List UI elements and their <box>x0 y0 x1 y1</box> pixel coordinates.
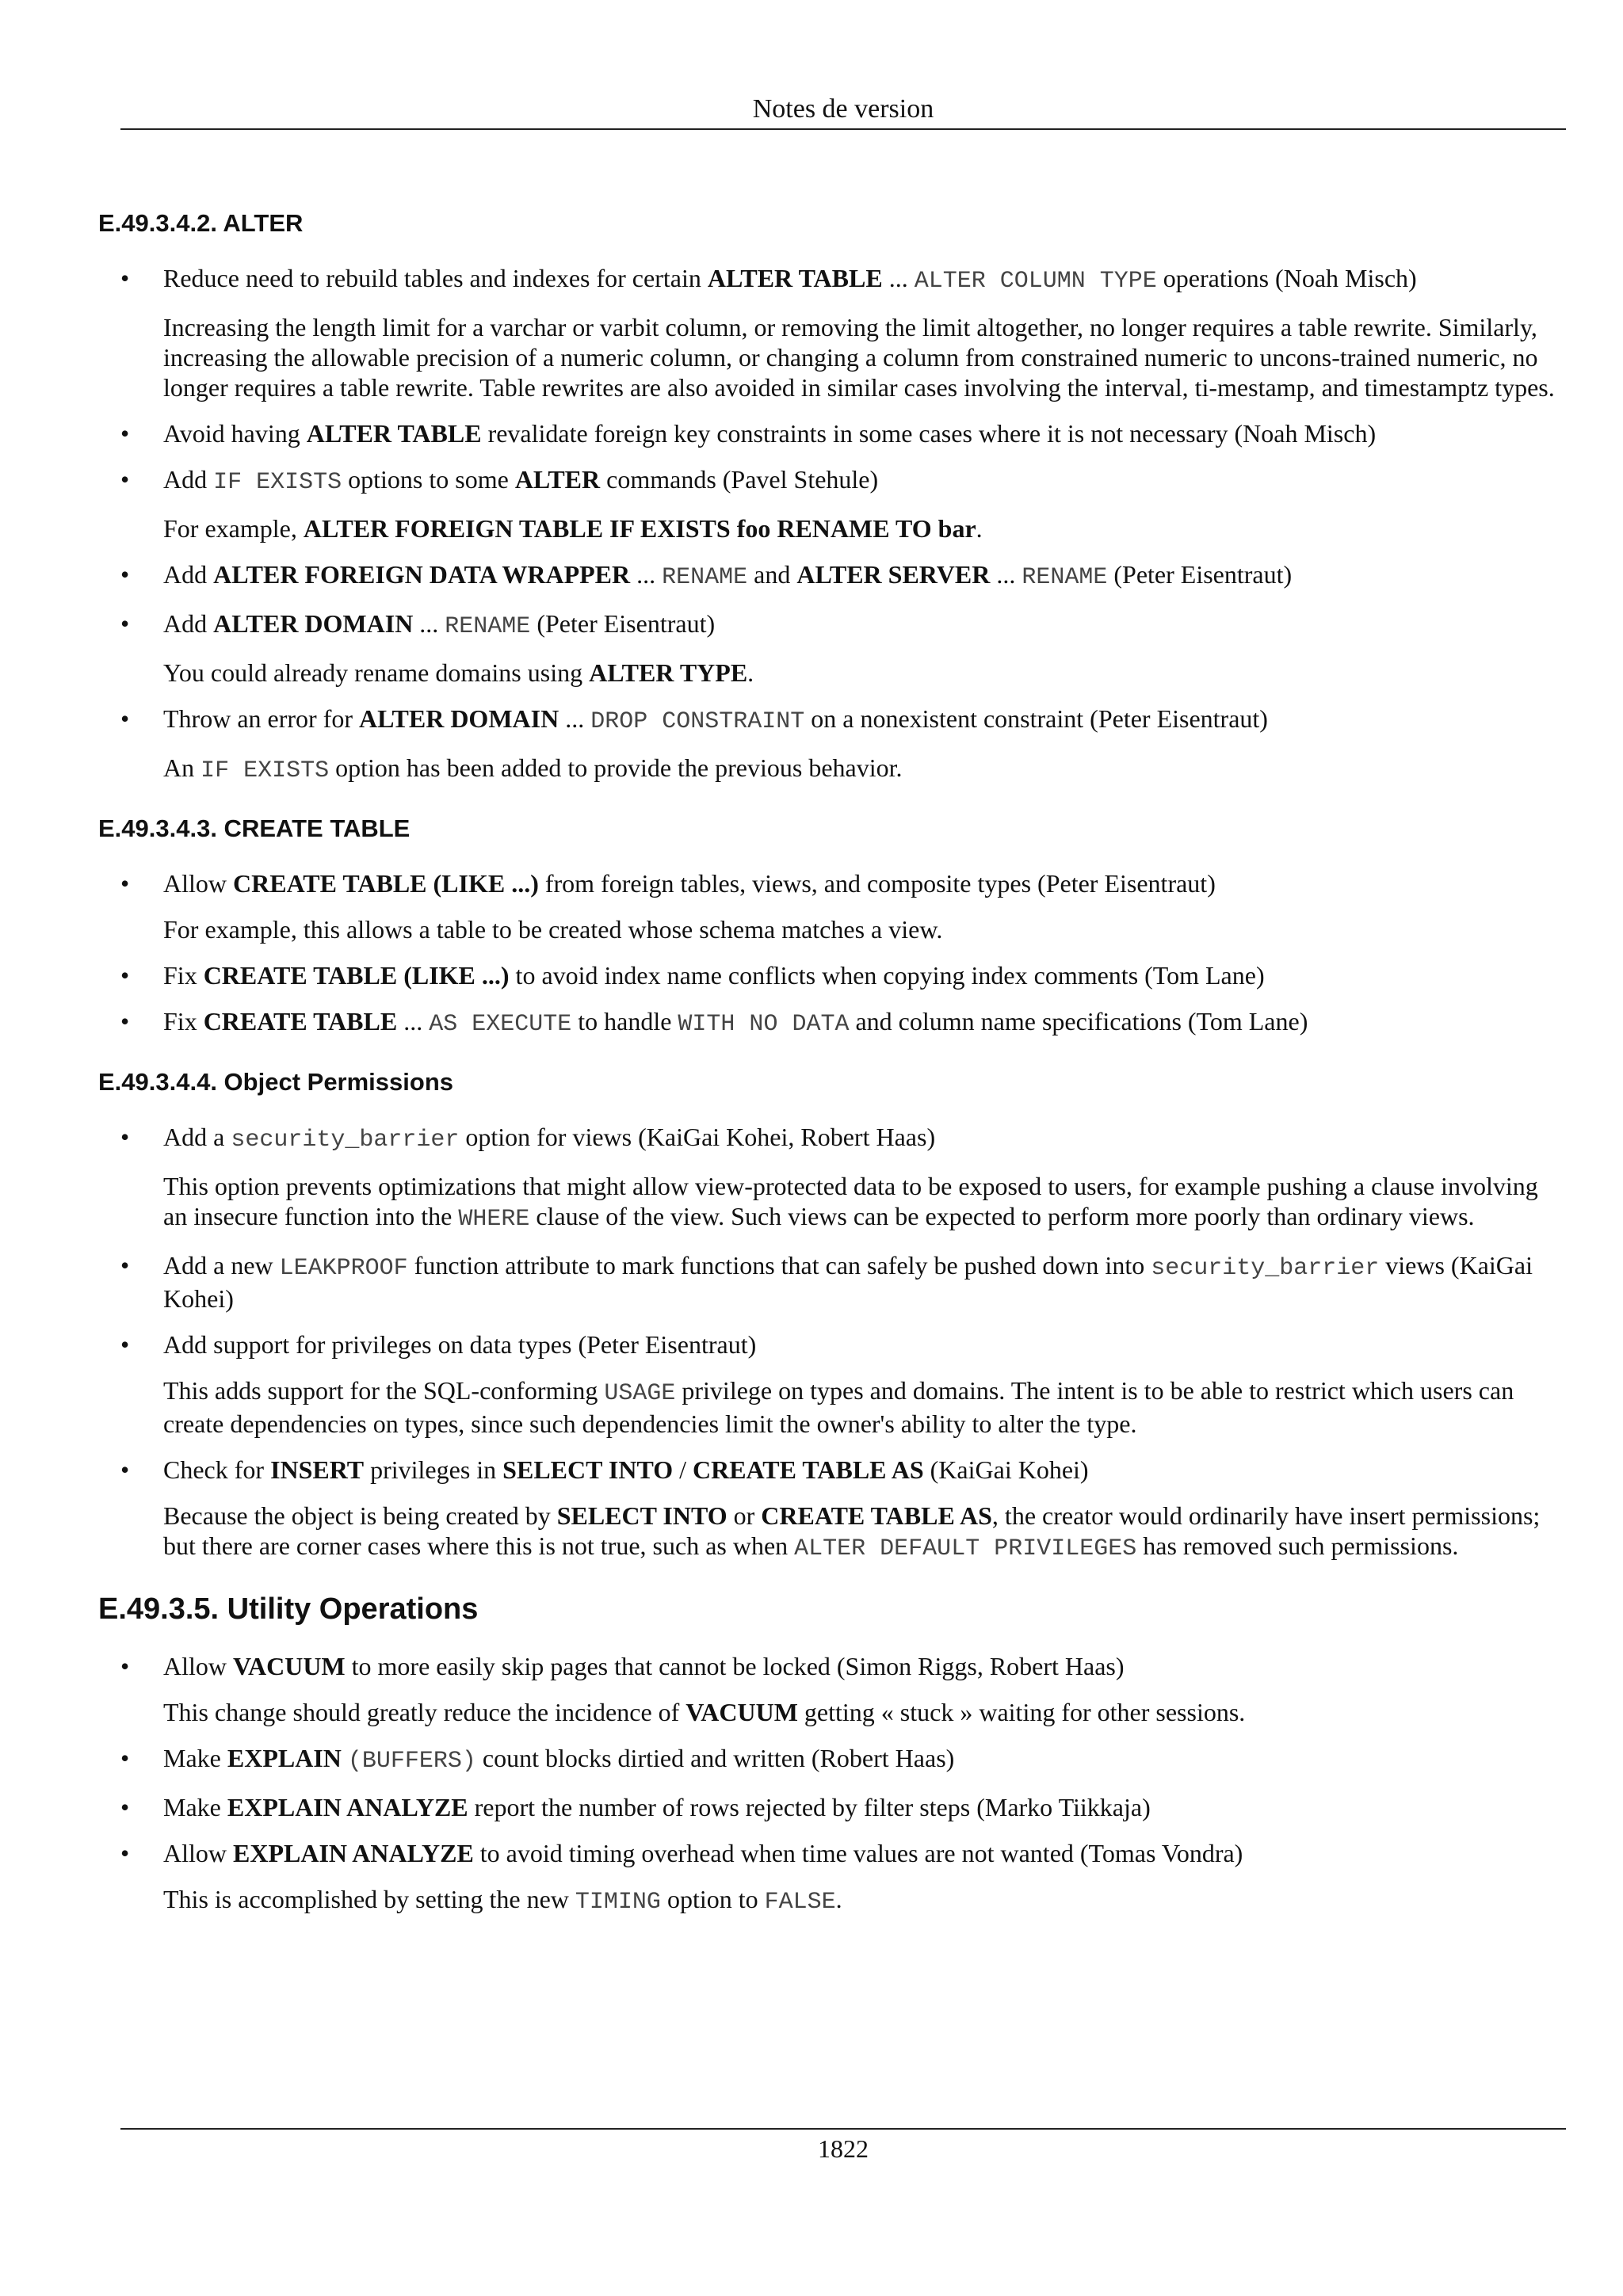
text-run: Allow <box>163 1839 233 1867</box>
item-note <box>163 1697 1564 1727</box>
item-note <box>163 914 1564 944</box>
list-item <box>98 960 1564 990</box>
command-name: CREATE TABLE <box>203 1007 398 1035</box>
list-item <box>98 1006 1564 1039</box>
text-run: Add <box>163 465 214 494</box>
list-item <box>98 1250 1564 1314</box>
item-summary <box>163 1122 1564 1155</box>
bullet-icon: • <box>120 869 130 898</box>
item-summary <box>163 263 1564 296</box>
text-run: (Peter Eisentraut) <box>1107 560 1293 589</box>
item-note <box>163 312 1564 402</box>
section <box>98 1066 1564 1564</box>
section-heading: E.49.3.5. Utility Operations <box>98 1592 479 1626</box>
list-item <box>98 608 1564 688</box>
text-run: option has been added to provide the previous behavior. <box>329 753 903 782</box>
text-run: privilege on types and domains. The intent is to be able to restrict which users can create dependencies on types, since such dependencies limit the owner's ability to alter the type. <box>163 1376 1514 1438</box>
item-note <box>163 1171 1564 1234</box>
text-run: / <box>673 1455 693 1484</box>
bullet-icon: • <box>120 1455 130 1484</box>
text-run: Fix <box>163 1007 204 1035</box>
text-run: An <box>163 753 201 782</box>
item-list <box>98 1122 1564 1564</box>
command-name: EXPLAIN ANALYZE <box>233 1839 474 1867</box>
bullet-icon: • <box>120 1123 130 1151</box>
release-notes-content <box>98 208 1564 1944</box>
text-run: Add support for privileges on data types (Peter Eisentraut) <box>163 1330 757 1359</box>
text-run: , the creator would ordinarily have insert permissions; but there are corner cases where this is not true, such as when <box>163 1501 1541 1560</box>
list-item <box>98 559 1564 593</box>
text-run: option for views (KaiGai Kohei, Robert Haas) <box>459 1123 936 1151</box>
bullet-icon: • <box>120 1793 130 1821</box>
code-literal: FALSE <box>764 1889 836 1916</box>
item-note <box>163 1375 1564 1439</box>
code-literal: WITH NO DATA <box>678 1011 850 1038</box>
command-name: ALTER TYPE <box>589 658 748 687</box>
section <box>98 1591 1564 1917</box>
text-run: Add a <box>163 1123 231 1151</box>
code-literal: IF EXISTS <box>213 469 342 496</box>
item-note <box>163 753 1564 786</box>
command-name: VACUUM <box>685 1698 798 1726</box>
command-name: CREATE TABLE (LIKE ...) <box>233 869 539 898</box>
code-literal: WHERE <box>458 1206 530 1233</box>
command-name: ALTER TABLE <box>707 264 883 292</box>
text-run: Throw an error for <box>163 704 359 733</box>
list-item <box>98 1329 1564 1439</box>
command-name: EXPLAIN ANALYZE <box>227 1793 468 1821</box>
list-item <box>98 1651 1564 1727</box>
bullet-icon: • <box>120 264 130 292</box>
code-literal: LEAKPROOF <box>279 1255 408 1282</box>
text-run <box>342 1744 348 1772</box>
item-summary <box>163 868 1564 898</box>
bullet-icon: • <box>120 704 130 733</box>
text-run: Check for <box>163 1455 271 1484</box>
text-run: This option prevents optimizations that might allow view-protected data to be exposed to users, for example pushing a clause involving an insecure function into the <box>163 1172 1538 1230</box>
command-name: ALTER DOMAIN <box>359 704 559 733</box>
text-run: ... <box>413 609 445 638</box>
code-literal: (BUFFERS) <box>347 1748 476 1775</box>
section-heading: E.49.3.4.2. ALTER <box>98 209 304 237</box>
command-name: ALTER FOREIGN DATA WRAPPER <box>213 560 631 589</box>
bullet-icon: • <box>120 1330 130 1359</box>
text-run: and column name specifications (Tom Lane) <box>849 1007 1308 1035</box>
text-run: ... <box>630 560 663 589</box>
text-run: to handle <box>571 1007 678 1035</box>
text-run: Allow <box>163 869 233 898</box>
text-run: report the number of rows rejected by filter steps (Marko Tiikkaja) <box>468 1793 1151 1821</box>
item-summary <box>163 960 1564 990</box>
command-name: SELECT INTO <box>502 1455 674 1484</box>
text-run: to avoid timing overhead when time values are not wanted (Tomas Vondra) <box>473 1839 1243 1867</box>
item-summary <box>163 1838 1564 1868</box>
command-name: ALTER TABLE <box>306 419 482 448</box>
text-run: commands (Pavel Stehule) <box>600 465 879 494</box>
code-literal: security_barrier <box>1151 1255 1380 1282</box>
text-run: You could already rename domains using <box>163 658 590 687</box>
code-literal: USAGE <box>604 1380 676 1407</box>
text-run: or <box>727 1501 762 1530</box>
text-run: privileges in <box>364 1455 503 1484</box>
text-run: Add <box>163 609 214 638</box>
code-literal: TIMING <box>575 1889 661 1916</box>
section-heading: E.49.3.4.3. CREATE TABLE <box>98 814 411 842</box>
item-summary <box>163 608 1564 642</box>
text-run: Avoid having <box>163 419 307 448</box>
text-run: This change should greatly reduce the incidence of <box>163 1698 686 1726</box>
text-run: from foreign tables, views, and composite types (Peter Eisentraut) <box>538 869 1216 898</box>
item-note <box>163 1884 1564 1917</box>
command-name: ALTER <box>514 465 601 494</box>
bullet-icon: • <box>120 1007 130 1035</box>
command-name: VACUUM <box>233 1652 346 1680</box>
code-literal: RENAME <box>445 613 531 640</box>
text-run: has removed such permissions. <box>1136 1531 1459 1560</box>
item-summary <box>163 1006 1564 1039</box>
command-name: ALTER FOREIGN TABLE IF EXISTS foo RENAME TO bar <box>303 514 976 543</box>
text-run: This adds support for the SQL-conforming <box>163 1376 605 1405</box>
bullet-icon: • <box>120 1744 130 1772</box>
footer-rule <box>120 2128 1566 2130</box>
code-literal: ALTER DEFAULT PRIVILEGES <box>794 1535 1137 1562</box>
item-summary <box>163 1792 1564 1822</box>
code-literal: ALTER COLUMN TYPE <box>914 268 1157 295</box>
header-rule <box>120 128 1566 130</box>
section <box>98 813 1564 1039</box>
list-item <box>98 1792 1564 1822</box>
text-run: on a nonexistent constraint (Peter Eisentraut) <box>804 704 1268 733</box>
text-run: Reduce need to rebuild tables and indexes for certain <box>163 264 708 292</box>
item-summary <box>163 1250 1564 1314</box>
bullet-icon: • <box>120 961 130 990</box>
text-run: Add a new <box>163 1251 280 1280</box>
bullet-icon: • <box>120 1652 130 1680</box>
text-run: options to some <box>342 465 515 494</box>
item-note <box>163 658 1564 688</box>
bullet-icon: • <box>120 419 130 448</box>
bullet-icon: • <box>120 609 130 638</box>
text-run: (KaiGai Kohei) <box>923 1455 1089 1484</box>
code-literal: RENAME <box>662 564 748 591</box>
item-list <box>98 868 1564 1039</box>
item-list <box>98 263 1564 786</box>
code-literal: IF EXISTS <box>200 757 330 784</box>
code-literal: RENAME <box>1022 564 1108 591</box>
text-run: Increasing the length limit for a varchar or varbit column, or removing the limit altogether, no longer requires a table rewrite. Similarly, increasing the allowable precision of a numeric column, or changing a column from constrained numeric to uncons-trained numeric, no longer requires a table rewrite. Table rewrites are also avoided in similar cases involving the interval, ti-mestamp, and timestamptz types. <box>163 313 1555 402</box>
command-name: EXPLAIN <box>227 1744 342 1772</box>
command-name: ALTER SERVER <box>796 560 991 589</box>
text-run: clause of the view. Such views can be expected to perform more poorly than ordinary views. <box>529 1202 1475 1230</box>
text-run: ... <box>559 704 591 733</box>
text-run: Add <box>163 560 214 589</box>
item-summary <box>163 1455 1564 1485</box>
text-run: . <box>976 514 983 543</box>
code-literal: security_barrier <box>231 1127 460 1154</box>
text-run: ... <box>990 560 1022 589</box>
item-summary <box>163 704 1564 737</box>
item-note <box>163 513 1564 543</box>
text-run: For example, <box>163 514 304 543</box>
command-name: ALTER DOMAIN <box>213 609 414 638</box>
text-run: For example, this allows a table to be created whose schema matches a view. <box>163 915 943 944</box>
list-item <box>98 704 1564 786</box>
bullet-icon: • <box>120 1251 130 1280</box>
text-run: function attribute to mark functions that can safely be pushed down into <box>407 1251 1151 1280</box>
code-literal: DROP CONSTRAINT <box>590 708 805 735</box>
item-summary <box>163 1743 1564 1776</box>
list-item <box>98 263 1564 402</box>
text-run: and <box>747 560 797 589</box>
list-item <box>98 1743 1564 1776</box>
code-literal: AS EXECUTE <box>429 1011 572 1038</box>
text-run: Make <box>163 1744 227 1772</box>
list-item <box>98 868 1564 944</box>
section-heading: E.49.3.4.4. Object Permissions <box>98 1068 454 1096</box>
text-run: Make <box>163 1793 227 1821</box>
item-summary <box>163 559 1564 593</box>
text-run: option to <box>660 1885 765 1913</box>
text-run: Fix <box>163 961 204 990</box>
text-run: Because the object is being created by <box>163 1501 557 1530</box>
text-run: Allow <box>163 1652 233 1680</box>
text-run: operations (Noah Misch) <box>1156 264 1417 292</box>
running-header: Notes de version <box>752 94 934 124</box>
text-run: to more easily skip pages that cannot be locked (Simon Riggs, Robert Haas) <box>345 1652 1125 1680</box>
command-name: CREATE TABLE AS <box>761 1501 992 1530</box>
list-item <box>98 1838 1564 1917</box>
item-summary <box>163 1329 1564 1360</box>
list-item <box>98 1122 1564 1234</box>
command-name: INSERT <box>270 1455 365 1484</box>
list-item <box>98 1455 1564 1564</box>
text-run: views (KaiGai Kohei) <box>163 1251 1533 1313</box>
item-note <box>163 1501 1564 1564</box>
item-summary <box>163 418 1564 448</box>
bullet-icon: • <box>120 465 130 494</box>
page-number: 1822 <box>818 2134 869 2163</box>
item-list <box>98 1651 1564 1917</box>
text-run: This is accomplished by setting the new <box>163 1885 575 1913</box>
bullet-icon: • <box>120 560 130 589</box>
command-name: CREATE TABLE (LIKE ...) <box>203 961 510 990</box>
text-run: . <box>835 1885 842 1913</box>
text-run: (Peter Eisentraut) <box>530 609 716 638</box>
text-run: revalidate foreign key constraints in some cases where it is not necessary (Noah Misch) <box>481 419 1377 448</box>
item-summary <box>163 464 1564 498</box>
command-name: CREATE TABLE AS <box>692 1455 924 1484</box>
list-item <box>98 464 1564 543</box>
text-run: to avoid index name conflicts when copying index comments (Tom Lane) <box>509 961 1265 990</box>
text-run: . <box>747 658 754 687</box>
command-name: SELECT INTO <box>556 1501 727 1530</box>
text-run: getting « stuck » waiting for other sessions. <box>797 1698 1246 1726</box>
text-run: ... <box>397 1007 430 1035</box>
bullet-icon: • <box>120 1839 130 1867</box>
text-run: ... <box>882 264 915 292</box>
section <box>98 208 1564 786</box>
item-summary <box>163 1651 1564 1681</box>
list-item <box>98 418 1564 448</box>
text-run: count blocks dirtied and written (Robert Haas) <box>475 1744 955 1772</box>
